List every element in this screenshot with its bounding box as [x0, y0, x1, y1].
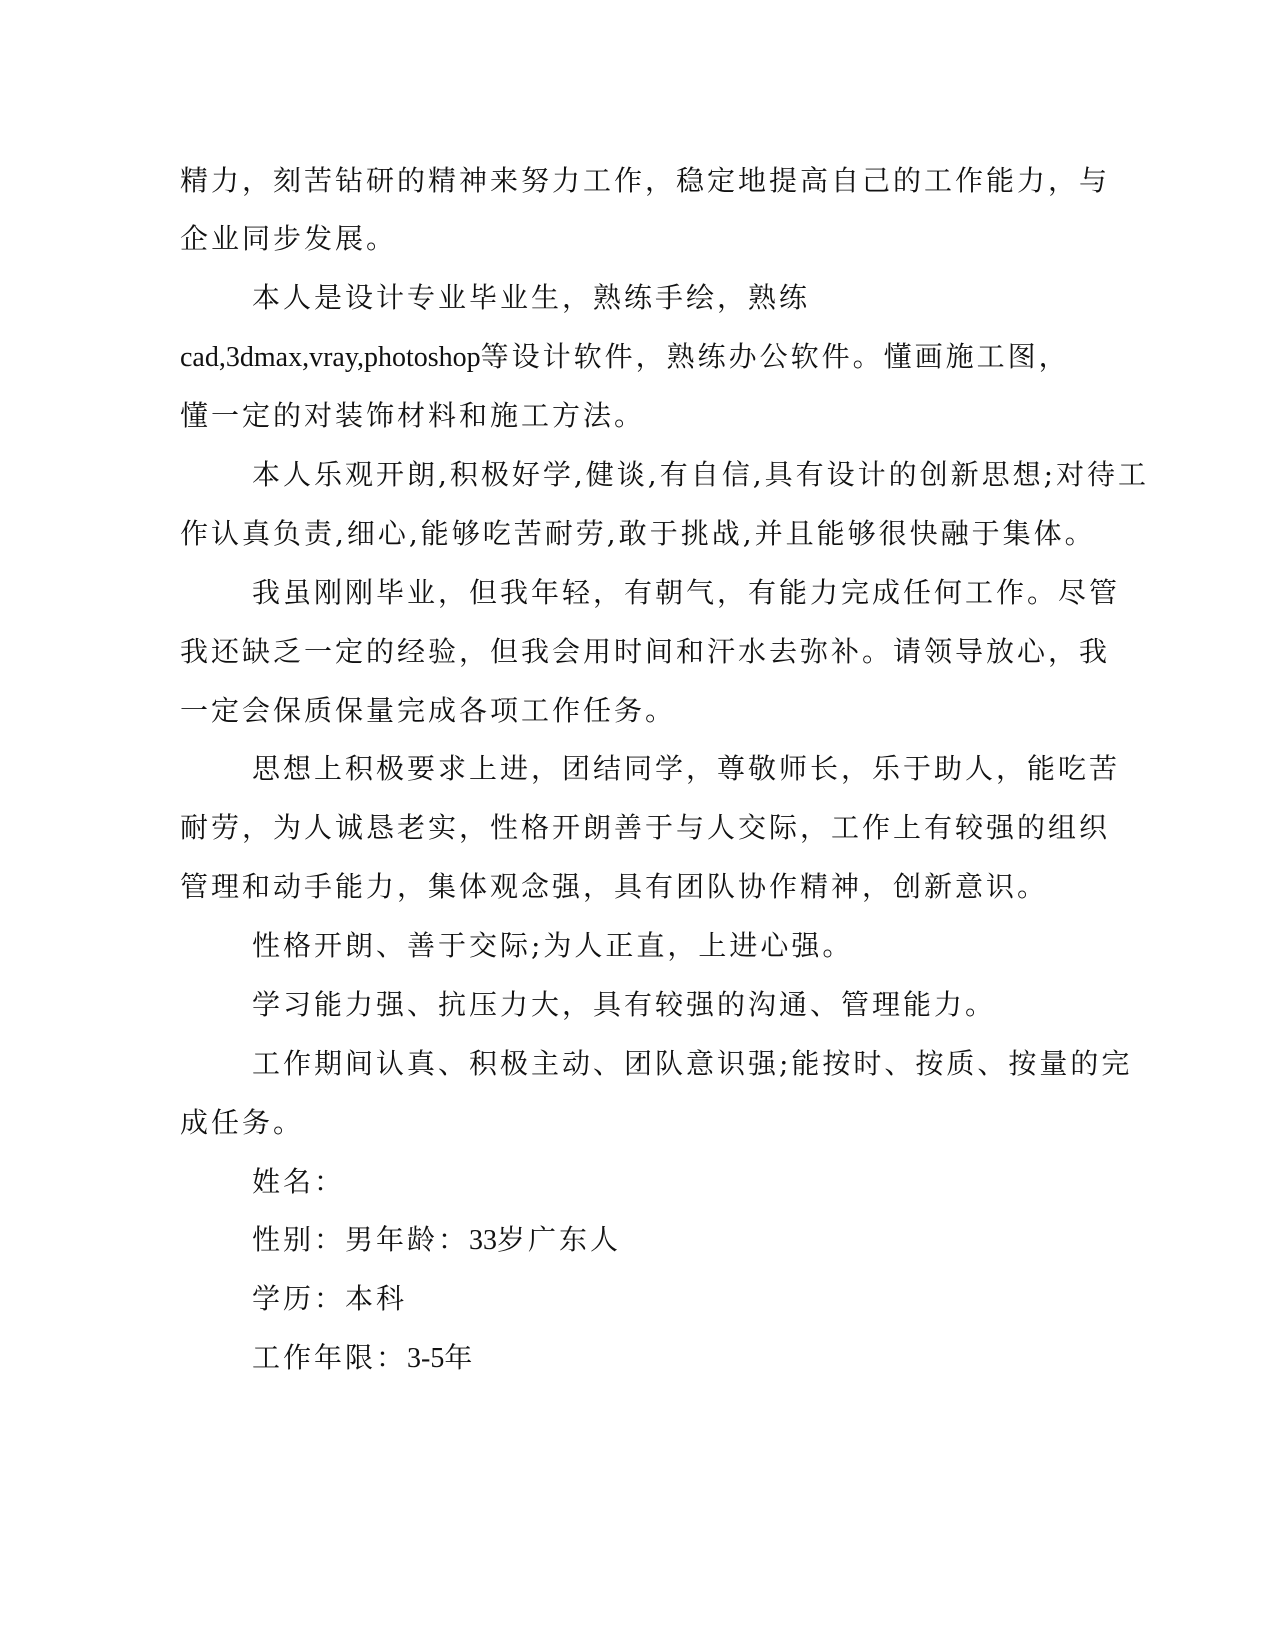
text-line: 学习能力强、抗压力大，具有较强的沟通、管理能力。 [252, 988, 997, 1021]
text-line: 作认真负责,细心,能够吃苦耐劳,敢于挑战,并且能够很快融于集体。 [180, 517, 1096, 550]
text-fragment: 工作年限： [252, 1341, 408, 1374]
name-field-label: 姓名： [252, 1165, 346, 1198]
text-line: 本人乐观开朗,积极好学,健谈,有自信,具有设计的创新思想;对待工 [252, 458, 1150, 491]
software-list: cad,3dmax,vray,photoshop [180, 342, 481, 373]
text-line: 思想上积极要求上进，团结同学，尊敬师长，乐于助人，能吃苦 [252, 752, 1121, 785]
text-line: 我还缺乏一定的经验，但我会用时间和汗水去弥补。请领导放心，我 [180, 635, 1111, 668]
text-line: 一定会保质保量完成各项工作任务。 [180, 694, 677, 727]
text-fragment: 岁广东人 [497, 1223, 622, 1256]
work-years-value: 3-5 [407, 1343, 445, 1374]
text-fragment: 性别：男年龄： [252, 1223, 470, 1256]
text-line: 成任务。 [180, 1106, 305, 1139]
text-line: 耐劳，为人诚恳老实，性格开朗善于与人交际，工作上有较强的组织 [180, 811, 1111, 844]
text-line: 企业同步发展。 [180, 222, 398, 255]
text-fragment: 年 [444, 1341, 476, 1374]
text-line: 本人是设计专业毕业生，熟练手绘，熟练 [252, 281, 811, 314]
text-line [180, 339, 1070, 376]
text-line: 工作期间认真、积极主动、团队意识强;能按时、按质、按量的完 [252, 1047, 1133, 1080]
text-fragment: 等设计软件，熟练办公软件。懂画施工图， [480, 340, 1070, 373]
work-years-line [252, 1340, 475, 1377]
text-line: 我虽刚刚毕业，但我年轻，有朝气，有能力完成任何工作。尽管 [252, 576, 1121, 609]
text-line: 管理和动手能力，集体观念强，具有团队协作精神，创新意识。 [180, 870, 1049, 903]
education-line: 学历：本科 [252, 1282, 408, 1315]
gender-age-line [252, 1222, 621, 1259]
age-value: 33 [469, 1225, 498, 1256]
text-line: 精力，刻苦钻研的精神来努力工作，稳定地提高自己的工作能力，与 [180, 164, 1111, 197]
text-line: 性格开朗、善于交际;为人正直，上进心强。 [252, 929, 854, 962]
text-line: 懂一定的对装饰材料和施工方法。 [180, 399, 646, 432]
